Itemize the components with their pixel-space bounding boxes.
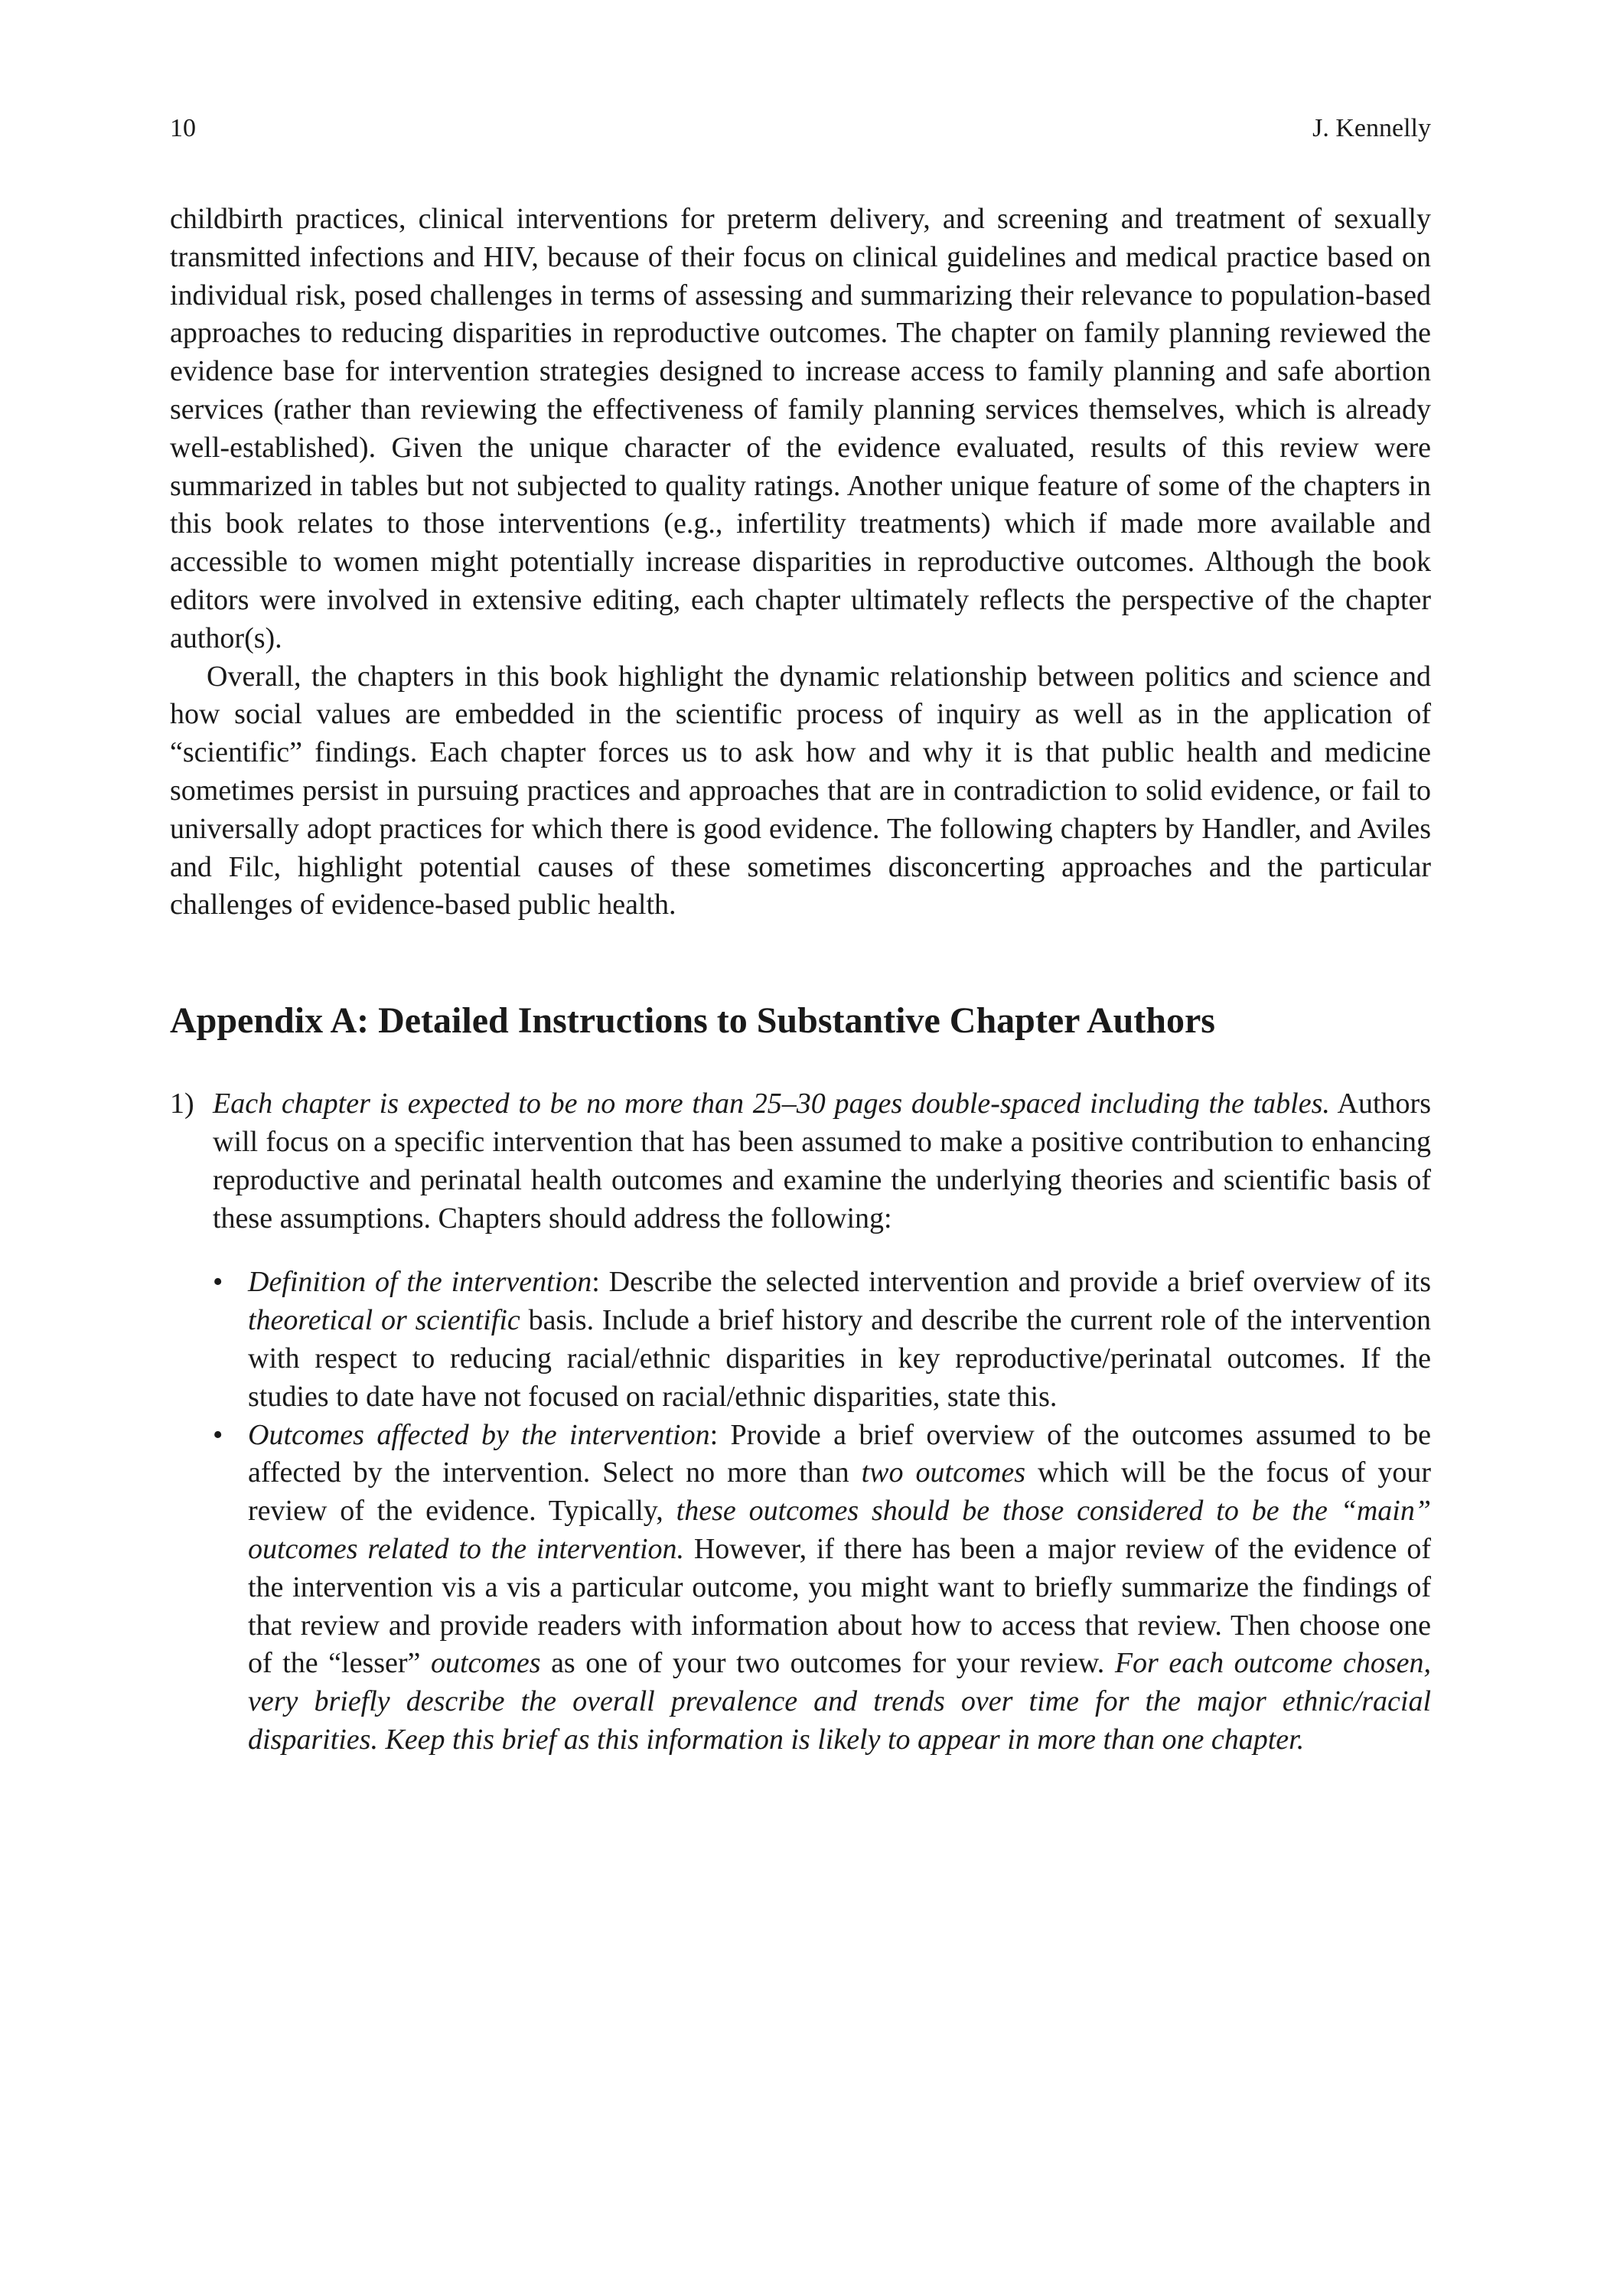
list-item-text xyxy=(213,1085,1431,1238)
bullet-item-outcomes xyxy=(213,1417,1431,1760)
bullet-list xyxy=(213,1264,1431,1759)
list-item-number: 1) xyxy=(170,1088,194,1120)
bullet-text xyxy=(248,1417,1431,1760)
bullet-italic: these outcomes should be those considered to be the “main” outcomes related to the intervention. xyxy=(248,1495,1431,1565)
paragraph-continuation: childbirth practices, clinical interventions for preterm delivery, and screening and treatment of sexually transmitted infections and HIV, because of their focus on clinical guidelines and medical practice based on individual risk, posed challenges in terms of assessing and summarizing their relevance to population-based approaches to reducing disparities in reproductive outcomes. The chapter on family planning reviewed the evidence base for intervention strategies designed to increase access to family planning and safe abortion services (rather than reviewing the effectiveness of family planning services themselves, which is already well-established). Given the unique character of the evidence evaluated, results of this review were summarized in tables but not subjected to quality ratings. Another unique feature of some of the chapters in this book relates to those interventions (e.g., infertility treatments) which if made more available and accessible to women might potentially increase disparities in reproductive outcomes. Although the book editors were involved in extensive editing, each chapter ultimately reflects the perspective of the chapter author(s). xyxy=(170,203,1431,654)
bullet-italic-lead: Definition of the intervention xyxy=(248,1266,592,1299)
appendix-heading: Appendix A: Detailed Instructions to Substantive Chapter Authors xyxy=(170,1000,1215,1042)
bullet-body: : Describe the selected intervention and provide a brief overview of its xyxy=(592,1266,1431,1299)
list-item-1 xyxy=(170,1085,1431,1760)
page-number: 10 xyxy=(170,114,196,142)
bullet-body: basis. Include a brief history and describe the current role of the intervention with respect to reducing racial/ethnic disparities in key reproductive/perinatal outcomes. If the studies to date have not focused on racial/ethnic disparities, state this. xyxy=(248,1304,1431,1413)
bullet-italic: two outcomes xyxy=(861,1456,1026,1489)
bullet-item-definition xyxy=(213,1264,1431,1416)
paragraph-overall: Overall, the chapters in this book highlight the dynamic relationship between politics and science and how social values are embedded in the scientific process of inquiry as well as in the application of “scientific” findings. Each chapter forces us to ask how and why it is that public health and medicine sometimes persist in pursuing practices and approaches that are in contradiction to solid evidence, or fail to universally adopt practices for which there is good evidence. The following chapters by Handler, and Aviles and Filc, highlight potential causes of these sometimes disconcerting approaches and the particular challenges of evidence-based public health. xyxy=(170,660,1431,921)
bullet-icon: • xyxy=(213,1418,223,1451)
bullet-italic: For each outcome chosen, very briefly describe the overall prevalence and trends over time for the major ethnic/racial disparities. Keep this brief as this information is likely to appear in more than one chapter. xyxy=(248,1647,1431,1756)
bullet-body: as one of your two outcomes for your review. xyxy=(540,1647,1115,1680)
bullet-icon: • xyxy=(213,1266,223,1299)
numbered-list xyxy=(170,1085,1431,1760)
body-text xyxy=(170,201,1431,1760)
bullet-body: However, if there has been a major review of the evidence of the intervention vis a vis a particular outcome, you might want to briefly summarize the findings of that review and provide readers with information about how to access that review. Then choose one of the “lesser” xyxy=(248,1532,1431,1680)
running-author: J. Kennelly xyxy=(1312,114,1431,142)
bullet-italic: outcomes xyxy=(430,1647,541,1680)
list-item-body: Authors will focus on a specific intervention that has been assumed to make a positive contribution to enhancing reproductive and perinatal health outcomes and examine the underlying theories and scientific basis of these assumptions. Chapters should address the following: xyxy=(213,1088,1431,1234)
bullet-italic: theoretical or scientific xyxy=(248,1304,520,1337)
bullet-body: : Provide a brief overview of the outcomes assumed to be affected by the intervention. Select no more than xyxy=(248,1418,1431,1489)
running-head xyxy=(170,112,1431,145)
bullet-text xyxy=(248,1264,1431,1416)
bullet-body: which will be the focus of your review of the evidence. Typically, xyxy=(248,1456,1431,1528)
list-item-italic-lead: Each chapter is expected to be no more than 25–30 pages double-spaced including the tables. xyxy=(213,1088,1330,1120)
bullet-italic-lead: Outcomes affected by the intervention xyxy=(248,1418,710,1451)
